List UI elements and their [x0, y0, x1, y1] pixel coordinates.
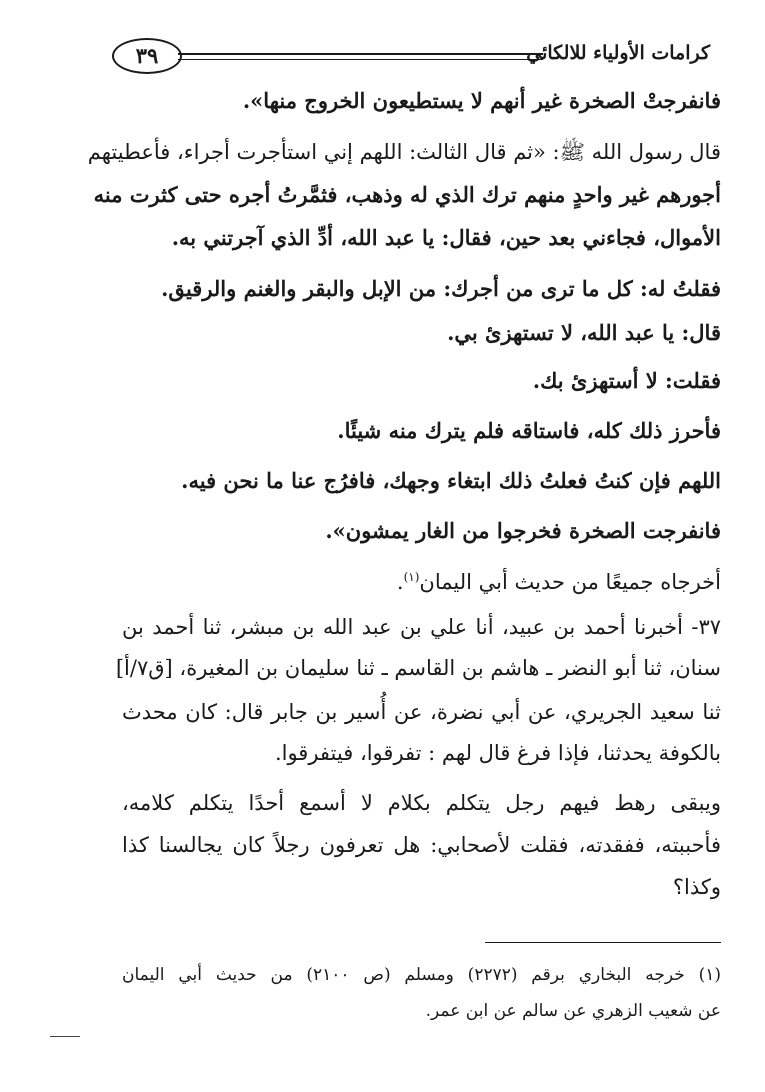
text-line-16: ويبقى رهط فيهم رجل يتكلم بكلام لا أسمع أحدًا يتكلم كلامه،	[122, 791, 721, 815]
text-line-12: ٣٧- أخبرنا أحمد بن عبيد، أنا علي بن عبد الله بن مبشر، ثنا أحمد بن	[122, 615, 721, 639]
text-line-3: أجورهم غير واحدٍ منهم ترك الذي له وذهب، فثمَّرتُ أجره حتى كثرت منه	[93, 182, 721, 207]
text-line-11-body: أخرجاه جميعًا من حديث أبي اليمان	[419, 570, 721, 594]
text-line-15: بالكوفة يحدثنا، فإذا فرغ قال لهم : تفرقوا، فيتفرقوا.	[274, 741, 721, 765]
text-line-2: قال رسول الله ﷺ: «ثم قال الثالث: اللهم إني استأجرت أجراء، فأعطيتهم	[87, 140, 721, 164]
text-line-6: قال: يا عبد الله، لا تستهزئ بي.	[447, 320, 721, 345]
text-line-10: فانفرجت الصخرة فخرجوا من الغار يمشون».	[325, 518, 721, 543]
footnote-line-1: (١) خرجه البخاري برقم (٢٢٧٢) ومسلم (ص ٢١٠٠) من حديث أبي اليمان	[122, 965, 721, 985]
text-line-9: اللهم فإن كنتُ فعلتُ ذلك ابتغاء وجهك، فافرُج عنا ما نحن فيه.	[181, 468, 721, 493]
text-line-11: أخرجاه جميعًا من حديث أبي اليمان$^{(١)}$.	[396, 570, 721, 594]
text-line-17: فأحببته، ففقدته، فقلت لأصحابي: هل تعرفون رجلاً كان يجالسنا كذا	[122, 833, 721, 857]
page-number: ٣٩	[112, 38, 182, 74]
scan-mark	[50, 1036, 80, 1037]
running-header-title: كرامات الأولياء للالكائي	[526, 42, 710, 64]
footnote-ref-1: (١)	[403, 570, 420, 584]
footnote-line-2: عن شعيب الزهري عن سالم عن ابن عمر.	[425, 1001, 721, 1021]
text-line-5: فقلتُ له: كل ما ترى من أجرك: من الإبل والبقر والغنم والرقيق.	[161, 276, 721, 301]
text-line-18: وكذا؟	[672, 875, 721, 899]
text-line-1: فانفرجتْ الصخرة غير أنهم لا يستطيعون الخروج منها».	[242, 88, 721, 113]
text-line-8: فأحرز ذلك كله، فاستاقه فلم يترك منه شيئًا.	[337, 418, 721, 443]
footnote-separator	[485, 942, 721, 943]
text-line-4: الأموال، فجاءني بعد حين، فقال: يا عبد الله، أدِّ الذي آجرتني به.	[171, 225, 721, 250]
text-line-13: سنان، ثنا أبو النضر ـ هاشم بن القاسم ـ ثنا سليمان بن المغيرة، [ق٧/أ]	[115, 656, 721, 680]
text-line-14: ثنا سعيد الجريري، عن أبي نضرة، عن أُسير بن جابر قال: كان محدث	[122, 700, 721, 724]
text-line-7: فقلت: لا أستهزئ بك.	[532, 368, 721, 393]
header-rule	[178, 53, 543, 60]
